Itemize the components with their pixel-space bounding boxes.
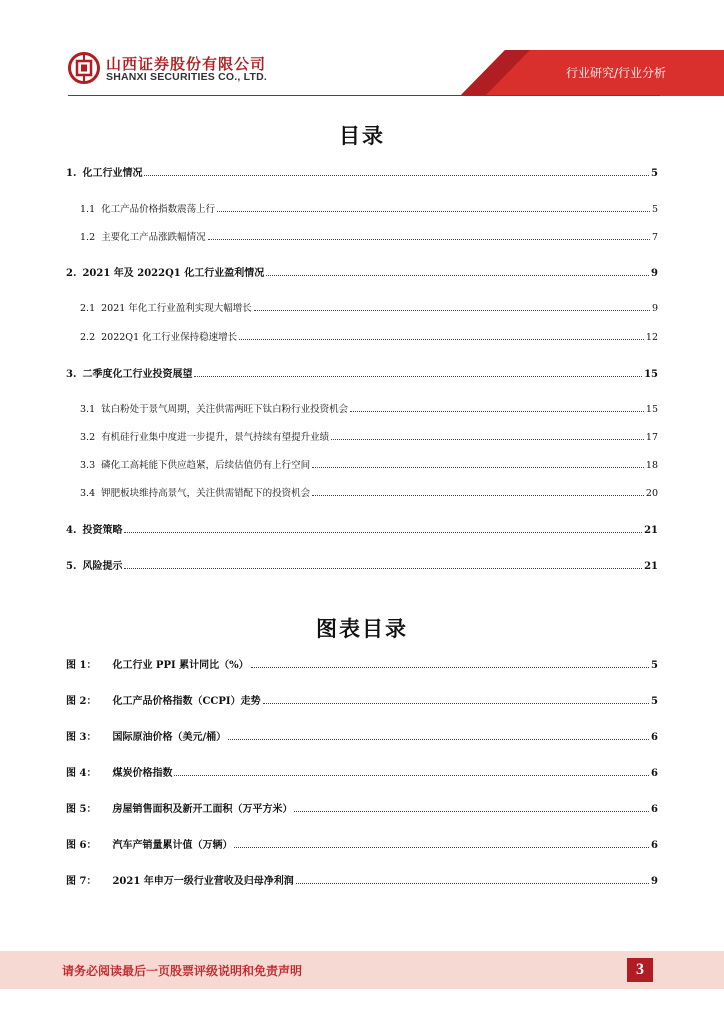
toc-entry[interactable]: 3.3 磷化工高耗能下供应趋紧，后续估值仍有上行空间 18 [80,458,658,474]
figure-entry[interactable]: 图 2： 化工产品价格指数（CCPI）走势 5 [66,694,658,710]
page-header [0,0,724,100]
toc-entry[interactable]: 4. 投资策略 21 [66,523,658,539]
company-name-en: SHANXI SECURITIES CO., LTD. [106,71,267,83]
figure-entry-text: 化工行业 PPI 累计同比（%） [112,660,249,671]
toc-entry[interactable]: 2.1 2021 年化工行业盈利实现大幅增长 9 [80,301,658,317]
toc-entry-text: 风险提示 [82,561,123,572]
figure-entry[interactable]: 图 6： 汽车产销量累计值（万辆） 6 [66,838,658,854]
figure-entry-page: 6 [651,804,658,815]
figure-entry-text: 汽车产销量累计值（万辆） [112,840,233,851]
toc-entry-page: 17 [645,432,658,443]
report-section-label: 行业研究/行业分析 [565,66,666,80]
toc-entry-page: 7 [651,232,658,243]
toc-entry-page: 21 [644,561,658,572]
figure-entry-page: 5 [651,696,658,707]
toc-entry-text: 化工行业情况 [82,168,143,179]
toc-entry-text: 投资策略 [82,525,123,536]
figure-entry[interactable]: 图 1： 化工行业 PPI 累计同比（%） 5 [66,658,658,674]
toc-entry-text: 2021 年化工行业盈利实现大幅增长 [101,303,252,314]
toc-entry-page: 9 [651,268,658,279]
toc-entry-text: 化工产品价格指数震荡上行 [101,204,216,215]
figure-entry[interactable]: 图 4： 煤炭价格指数 6 [66,766,658,782]
figure-entry-page: 9 [651,876,658,887]
toc-entry-text: 主要化工产品涨跌幅情况 [101,232,206,243]
figure-entry-page: 5 [651,660,658,671]
figure-entry-text: 房屋销售面积及新开工面积（万平方米） [112,804,293,815]
header-divider [68,95,660,96]
toc-entry-text: 二季度化工行业投资展望 [82,369,193,380]
toc-entry[interactable]: 5. 风险提示 21 [66,559,658,575]
toc-entry[interactable]: 2.2 2022Q1 化工行业保持稳速增长 12 [80,330,658,346]
toc-entry[interactable]: 1.1 化工产品价格指数震荡上行 5 [80,202,658,218]
toc-entry-page: 9 [651,303,658,314]
footer-disclaimer: 请务必阅读最后一页股票评级说明和免责声明 [62,964,303,978]
toc-entry-text: 钛白粉处于景气周期，关注供需两旺下钛白粉行业投资机会 [101,404,349,415]
toc-entry[interactable]: 3. 二季度化工行业投资展望 15 [66,367,658,383]
toc-entry-text: 有机硅行业集中度进一步提升，景气持续有望提升业绩 [101,432,330,443]
toc-entry[interactable]: 1.2 主要化工产品涨跌幅情况 7 [80,230,658,246]
toc-entry-page: 15 [645,404,658,415]
figure-entry[interactable]: 图 5： 房屋销售面积及新开工面积（万平方米） 6 [66,802,658,818]
company-logo-icon [68,52,100,84]
toc-entry[interactable]: 3.1 钛白粉处于景气周期，关注供需两旺下钛白粉行业投资机会 15 [80,402,658,418]
toc-entry-page: 18 [645,460,658,471]
company-name-cn: 山西证券股份有限公司 [106,55,267,73]
toc-entry[interactable]: 2. 2021 年及 2022Q1 化工行业盈利情况 9 [66,266,658,282]
figure-entry-text: 国际原油价格（美元/桶） [112,732,227,743]
toc-entry-text: 2021 年及 2022Q1 化工行业盈利情况 [82,268,265,279]
figure-entry[interactable]: 图 7： 2021 年申万一级行业营收及归母净利润 9 [66,874,658,890]
toc-entry[interactable]: 3.4 钾肥板块维持高景气，关注供需错配下的投资机会 20 [80,486,658,502]
toc-entry-page: 5 [651,168,658,179]
toc-title: 目录 [339,124,385,148]
toc-entry-page: 21 [644,525,658,536]
toc-entry-page: 12 [645,332,658,343]
toc-entry-page: 15 [644,369,658,380]
figures-title: 图表目录 [316,617,408,641]
figure-entry-text: 化工产品价格指数（CCPI）走势 [112,696,261,707]
figure-entry-text: 2021 年申万一级行业营收及归母净利润 [112,876,294,887]
toc-entry-text: 磷化工高耗能下供应趋紧，后续估值仍有上行空间 [101,460,311,471]
toc-entry-text: 2022Q1 化工行业保持稳速增长 [101,332,238,343]
figure-entry[interactable]: 图 3： 国际原油价格（美元/桶） 6 [66,730,658,746]
toc-entry[interactable]: 3.2 有机硅行业集中度进一步提升，景气持续有望提升业绩 17 [80,430,658,446]
figure-entry-page: 6 [651,768,658,779]
toc-entry-page: 5 [651,204,658,215]
toc-entry-text: 钾肥板块维持高景气，关注供需错配下的投资机会 [101,488,311,499]
figure-entry-text: 煤炭价格指数 [112,768,173,779]
figure-entry-page: 6 [651,732,658,743]
toc-entry-page: 20 [645,488,658,499]
page-number: 3 [627,958,653,982]
figure-entry-page: 6 [651,840,658,851]
toc-entry[interactable]: 1. 化工行业情况 5 [66,166,658,182]
